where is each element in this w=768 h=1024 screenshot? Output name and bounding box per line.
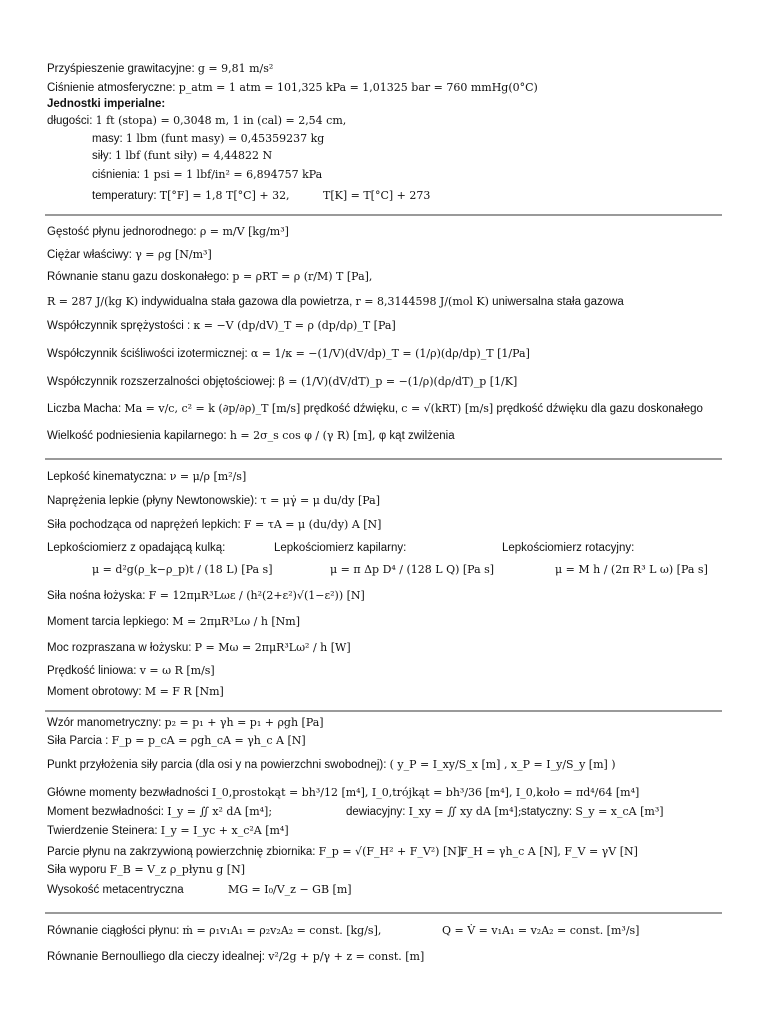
air-gas-constant-desc: indywidualna stała gazowa dla powietrza, [141, 296, 353, 308]
capillary-label: Wielkość podniesienia kapilarnego: [47, 430, 227, 442]
air-gas-constant: R = 287 J/(kg K) [47, 295, 139, 308]
rotational-viscometer-label: Lepkościomierz rotacyjny: [502, 542, 635, 554]
torque-row [47, 685, 224, 699]
section-divider [45, 458, 722, 460]
manometric-equation: p₂ = p₁ + γh = p₁ + ρgh [Pa] [164, 716, 324, 729]
moment-of-inertia-label: Moment bezwładności: [47, 806, 164, 818]
static-moment [521, 805, 664, 819]
friction-torque-row [47, 615, 300, 629]
pressure-row [47, 81, 538, 95]
temperature-row [92, 189, 290, 203]
capillary-row [47, 429, 455, 443]
metacentric-row [47, 883, 184, 897]
viscous-stress-equation: τ = μγ̇ = μ du/dy [Pa] [260, 494, 381, 507]
rotational-viscometer-equation: μ = M h / (2π R³ L ω) [Pa s] [555, 563, 708, 576]
continuity-equation: ṁ = ρ₁v₁A₁ = ρ₂v₂A₂ = const. [kg/s], [182, 924, 382, 937]
viscous-force-equation: F = τA = μ (du/dy) A [N] [243, 518, 382, 531]
pressure-center-row [47, 758, 616, 772]
bearing-lift-row [47, 589, 365, 603]
expansion-row [47, 375, 517, 389]
specific-weight-row [47, 248, 212, 262]
mach-label: Liczba Macha: [47, 403, 122, 415]
bernoulli-label: Równanie Bernoulliego dla cieczy idealnej: [47, 951, 265, 963]
mass-label: masy: [92, 133, 123, 145]
steiner-label: Twierdzenie Steinera: [47, 825, 158, 837]
friction-torque-label: Moment tarcia lepkiego: [47, 616, 170, 628]
moment-of-inertia-equation: I_y = ∬ x² dA [m⁴]; [167, 805, 273, 818]
principal-moments-equation: I_0,prostokąt = bh³/12 [m⁴], I_0,trójkąt = bh³/36 [m⁴], I_0,koło = πd⁴/64 [m⁴] [211, 786, 640, 799]
force-equation: 1 lbf (funt siły) = 4,44822 N [115, 149, 273, 162]
sound-speed-equation: c = √(kRT) [m/s] [401, 402, 494, 415]
universal-gas-constant-desc: uniwersalna stała gazowa [492, 296, 624, 308]
torque-equation: M = F R [Nm] [144, 685, 224, 698]
curved-surface-label: Parcie płynu na zakrzywioną powierzchnię zbiornika: [47, 846, 316, 858]
mass-equation: 1 lbm (funt masy) = 0,45359237 kg [125, 132, 325, 145]
pressure-equation: p_atm = 1 atm = 101,325 kPa = 1,01325 bar = 760 mmHg(0°C) [178, 81, 538, 94]
viscous-force-row [47, 518, 381, 532]
product-of-inertia-equation: I_xy = ∬ xy dA [m⁴]; [408, 805, 522, 818]
mach-row [47, 402, 703, 416]
mach-equation: Ma = v/c, c² = k (∂p/∂ρ)_T [m/s] [124, 402, 301, 415]
compressibility-row [47, 347, 530, 361]
friction-torque-equation: M = 2πμR³Lω / h [Nm] [172, 615, 301, 628]
buoyancy-equation: F_B = V_z ρ_płynu g [N] [109, 863, 246, 876]
wetting-angle-desc: φ kąt zwilżenia [378, 430, 455, 442]
linear-speed-label: Prędkość liniowa: [47, 665, 137, 677]
pressure-force-row [47, 734, 306, 748]
bearing-power-equation: P = Mω = 2πμR³Lω² / h [W] [194, 641, 351, 654]
fahrenheit-equation: T[°F] = 1,8 T[°C] + 32, [159, 189, 290, 202]
metacentric-equation: MG = I₀/V_z − GB [m] [228, 883, 352, 896]
bearing-lift-label: Siła nośna łożyska: [47, 590, 146, 602]
product-of-inertia [346, 805, 522, 819]
volume-flow-equation: Q = V̇ = v₁A₁ = v₂A₂ = const. [m³/s] [442, 924, 640, 937]
principal-moments-label: Główne momenty bezwładności [47, 787, 209, 799]
bearing-power-row [47, 641, 351, 655]
specific-weight-equation: γ = ρg [N/m³] [135, 248, 212, 261]
kinematic-viscosity-row [47, 470, 246, 484]
continuity-row [47, 924, 381, 938]
length-label: długości: [47, 115, 93, 127]
viscous-stress-row [47, 494, 380, 508]
temperature-label: temperatury: [92, 190, 157, 202]
bernoulli-equation: v²/2g + p/γ + z = const. [m] [268, 950, 425, 963]
torque-label: Moment obrotowy: [47, 686, 142, 698]
buoyancy-label: Siła wyporu [47, 864, 107, 876]
section-divider [45, 912, 722, 914]
pressure-force-equation: F_p = p_cA = ρgh_cA = γh_c A [N] [111, 734, 306, 747]
capillary-equation: h = 2σ_s cos φ / (γ R) [m], [229, 429, 376, 442]
elasticity-label: Współczynnik sprężystości : [47, 320, 191, 332]
falling-ball-equation: μ = d²g(ρ_k−ρ_p)t / (18 L) [Pa s] [92, 563, 273, 576]
density-label: Gęstość płynu jednorodnego: [47, 226, 197, 238]
gas-state-equation: p = ρRT = ρ (r/M) T [Pa], [232, 270, 373, 283]
kelvin-equation: T[K] = T[°C] + 273 [323, 189, 431, 202]
principal-moments-row [47, 786, 639, 800]
linear-speed-equation: v = ω R [m/s] [139, 664, 215, 677]
manometric-row [47, 716, 324, 730]
pressure-label: Ciśnienie atmosferyczne: [47, 82, 176, 94]
manometric-label: Wzór manometryczny: [47, 717, 162, 729]
pressure-center-label: Punkt przyłożenia siły parcia (dla osi y na powierzchni swobodnej): [47, 759, 387, 771]
bernoulli-row [47, 950, 424, 964]
buoyancy-row [47, 863, 245, 877]
specific-weight-label: Ciężar właściwy: [47, 249, 132, 261]
moment-of-inertia-row [47, 805, 272, 819]
compressibility-equation: α = 1/κ = −(1/V)(dV/dp)_T = (1/ρ)(dρ/dp)_T [1/Pa] [250, 347, 530, 360]
continuity-label: Równanie ciągłości płynu: [47, 925, 180, 937]
linear-speed-row [47, 664, 215, 678]
pressure-force-label: Siła Parcia : [47, 735, 109, 747]
density-equation: ρ = m/V [kg/m³] [199, 225, 289, 238]
psi-row [92, 168, 322, 182]
bearing-lift-equation: F = 12πμR³Lωε / (h²(2+ε²)√(1−ε²)) [N] [148, 589, 365, 602]
static-moment-equation: S_y = x_cA [m³] [575, 805, 664, 818]
psi-label: ciśnienia: [92, 169, 140, 181]
curved-surface-equation: F_p = √(F_H² + F_V²) [N], [318, 845, 465, 858]
expansion-equation: β = (1/V)(dV/dT)_p = −(1/ρ)(dρ/dT)_p [1/K] [278, 375, 518, 388]
curved-surface-row [47, 845, 465, 859]
kinematic-viscosity-equation: ν = μ/ρ [m²/s] [169, 470, 247, 483]
universal-gas-constant: r = 8,3144598 J/(mol K) [355, 295, 489, 308]
mass-row [92, 132, 324, 146]
sound-speed-desc: prędkość dźwięku, [303, 403, 399, 415]
expansion-label: Współczynnik rozszerzalności objętościowej: [47, 376, 276, 388]
length-equation: 1 ft (stopa) = 0,3048 m, 1 in (cal) = 2,54 cm, [95, 114, 347, 127]
gravity-label: Przyśpieszenie grawitacyjne: [47, 63, 195, 75]
pressure-center-equation: ( y_P = I_xy/S_x [m] , x_P = I_y/S_y [m] ) [389, 758, 616, 771]
gas-state-row [47, 270, 372, 284]
product-of-inertia-label: dewiacyjny: [346, 806, 406, 818]
metacentric-label: Wysokość metacentryczna [47, 884, 184, 896]
gas-state-label: Równanie stanu gazu doskonałego: [47, 271, 230, 283]
length-row [47, 114, 346, 128]
viscous-force-label: Siła pochodząca od naprężeń lepkich: [47, 519, 241, 531]
gravity-equation: g = 9,81 m/s² [197, 62, 274, 75]
capillary-viscometer-label: Lepkościomierz kapilarny: [274, 542, 407, 554]
capillary-viscometer-equation: μ = π Δp D⁴ / (128 L Q) [Pa s] [330, 563, 495, 576]
bearing-power-label: Moc rozpraszana w łożysku: [47, 642, 192, 654]
kinematic-viscosity-label: Lepkość kinematyczna: [47, 471, 167, 483]
elasticity-equation: κ = −V (dp/dV)_T = ρ (dp/dρ)_T [Pa] [193, 319, 396, 332]
ideal-gas-sound-desc: prędkość dźwięku dla gazu doskonałego [496, 403, 703, 415]
psi-equation: 1 psi = 1 lbf/in² = 6,894757 kPa [143, 168, 323, 181]
static-moment-label: statyczny: [521, 806, 573, 818]
section-divider [45, 710, 722, 712]
elasticity-row [47, 319, 396, 333]
gravity-row [47, 62, 273, 76]
viscous-stress-label: Naprężenia lepkie (płyny Newtonowskie): [47, 495, 258, 507]
force-label: siły: [92, 150, 112, 162]
gas-constants-row [47, 295, 624, 309]
steiner-row [47, 824, 289, 838]
falling-ball-viscometer-label: Lepkościomierz z opadającą kulką: [47, 542, 226, 554]
density-row [47, 225, 289, 239]
force-components-equation: F_H = γh_c A [N], F_V = γV [N] [460, 845, 638, 858]
force-row [92, 149, 272, 163]
steiner-equation: I_y = I_yc + x_c²A [m⁴] [160, 824, 289, 837]
section-divider [45, 214, 722, 216]
compressibility-label: Współczynnik ściśliwości izotermicznej: [47, 348, 248, 360]
imperial-heading: Jednostki imperialne: [47, 98, 166, 110]
